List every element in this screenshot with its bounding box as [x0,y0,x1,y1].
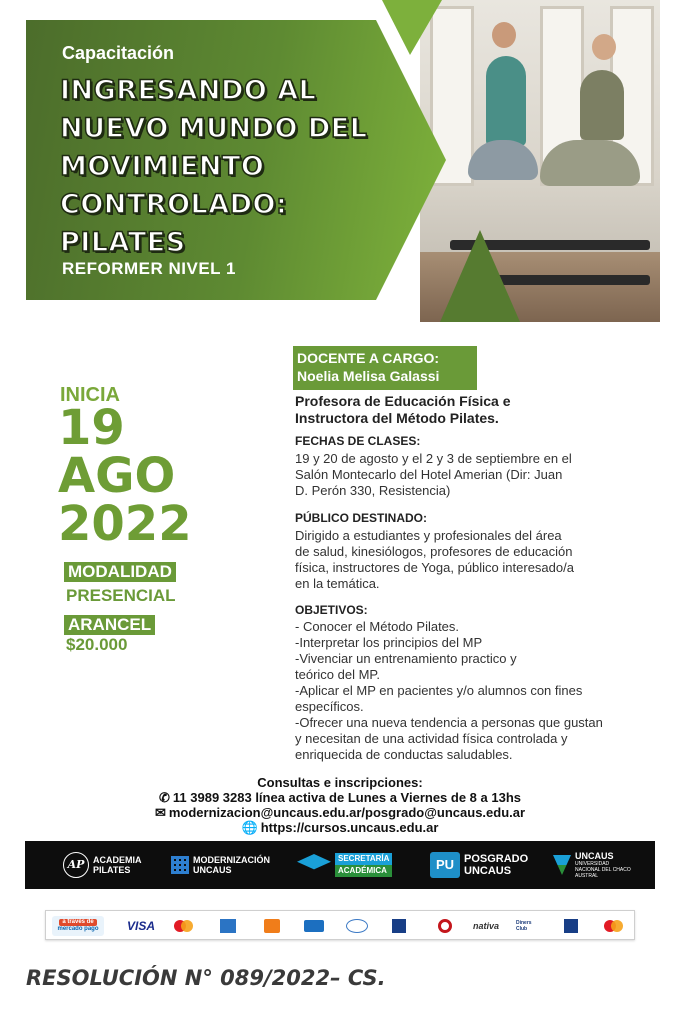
logo-text: UNCAUS [193,865,232,875]
title-line: CONTROLADO: [60,189,288,220]
start-month: AGO [58,448,176,504]
mercadopago-logo [52,916,104,936]
course-title [60,72,400,262]
maestro-icon [602,916,624,936]
phone-text: 11 3989 3283 línea activa de Lunes a Viernes de 8 a 13hs [172,790,521,805]
objetivo-line: -Aplicar el MP en pacientes y/o alumnos con fines [295,683,583,698]
naranja-card-icon [264,919,280,933]
payment-methods-bar [45,910,635,940]
instructor-head [492,22,516,48]
secretaria-academica-logo [297,841,392,889]
publico-line: física, instructores de Yoga, público interesado/a [295,560,574,575]
cabal-card-icon [304,920,324,932]
student-head [592,34,616,60]
logo-text: UNCAUS [464,865,512,877]
publico-line: Dirigido a estudiantes y profesionales del área [295,528,562,543]
objetivo-line: teórico del MP. [295,667,381,682]
objetivo-line: - Conocer el Método Pilates. [295,619,460,634]
fechas-text [295,451,625,499]
logo-text: mercado pago [57,926,99,932]
card-brand-icon [346,919,368,933]
docente-heading: DOCENTE A CARGO: [297,350,440,366]
publico-line: de salud, kinesiólogos, profesores de educación [295,544,573,559]
graduation-cap-icon [297,854,331,876]
objetivo-line: y necesitan de una actividad física controlada y [295,731,568,746]
docente-name: Noelia Melisa Galassi [297,368,440,384]
uncaus-logo [553,841,635,889]
amex-icon [220,919,236,933]
objetivos-heading: OBJETIVOS: [295,603,368,617]
institution-logos-bar [25,841,655,889]
phone-icon: ✆ [159,790,170,805]
contact-heading: Consultas e inscripciones: [257,775,423,790]
envelope-icon: ✉ [154,805,166,820]
publico-heading: PÚBLICO DESTINADO: [295,511,427,525]
logo-text: ACADÉMICA [335,865,392,877]
course-level: REFORMER NIVEL 1 [62,259,236,278]
modernizacion-icon [171,856,189,874]
bank-card-icon [564,919,578,933]
logo-text: UNCAUS [575,851,614,861]
title-line: PILATES [60,227,186,258]
pilates-photo [420,0,660,322]
logo-text: MODERNIZACIÓN [193,855,270,865]
resolution-text: RESOLUCIÓN N° 089/2022– CS. [26,966,386,990]
uncaus-icon [553,855,571,875]
nativa-logo: nativa [472,921,499,931]
globe-icon: 🌐 [241,820,258,835]
fechas-heading: FECHAS DE CLASES: [295,434,421,448]
fechas-line: Salón Montecarlo del Hotel Amerian (Dir: Juan [295,467,563,482]
title-line: NUEVO MUNDO DEL [60,113,368,144]
contact-web [0,820,680,836]
academia-pilates-icon: AP [63,852,89,878]
instructor-legs [468,140,538,180]
logo-text: ACADEMIA [93,855,142,865]
hero-banner [0,0,680,330]
modalidad-tag: MODALIDAD [64,562,176,582]
logo-text: SECRETARÍA [335,853,392,865]
docente-box [293,346,477,390]
posgrado-logo [430,841,528,889]
contact-email [0,805,680,821]
logo-text: UNIVERSIDAD NACIONAL DEL CHACO AUSTRAL [575,861,631,879]
profession-line: Profesora de Educación Física e [295,393,511,409]
objetivo-line: -Ofrecer una nueva tendencia a personas que gustan [295,715,603,730]
fechas-line: 19 y 20 de agosto y el 2 y 3 de septiembre en el [295,451,572,466]
argencard-icon [438,919,452,933]
modalidad-value: PRESENCIAL [66,586,176,605]
student-legs [540,140,640,186]
objetivo-line: -Vivenciar un entrenamiento practico y [295,651,517,666]
web-link[interactable]: https://cursos.uncaus.edu.ar [260,820,439,835]
publico-text [295,528,625,592]
docente-profession [295,393,625,427]
logo-text: PILATES [93,865,131,875]
posgrado-icon: PU [430,852,460,878]
title-line: INGRESANDO AL [60,75,317,106]
start-year: 2022 [58,496,192,552]
logo-text: POSGRADO [464,853,529,865]
diners-logo: Diners Club [516,920,532,932]
instructor-figure [486,56,526,146]
arancel-tag: ARANCEL [64,615,155,635]
course-type: Capacitación [62,43,175,63]
contact-phone [0,790,680,806]
objetivo-line: enriquecida de conductas saludables. [295,747,513,762]
start-day: 19 [58,400,125,456]
objetivos-list [295,619,625,763]
objetivo-line: -Interpretar los principios del MP [295,635,483,650]
profession-line: Instructora del Método Pilates. [295,410,499,426]
modernizacion-logo [171,841,270,889]
publico-line: en la temática. [295,576,380,591]
arancel-value: $20.000 [66,635,128,654]
fechas-line: D. Perón 330, Resistencia) [295,483,451,498]
bank-card-icon [392,919,406,933]
start-label: INICIA [60,384,120,406]
logo-text: a través de [59,919,96,926]
academia-pilates-logo [63,841,142,889]
email-link[interactable]: modernizacion@uncaus.edu.ar/posgrado@uncaus.edu.ar [168,805,526,820]
reformer-machine [480,275,650,285]
student-figure [580,70,624,140]
title-line: MOVIMIENTO [60,151,265,182]
visa-logo: VISA [126,919,155,933]
objetivo-line: específicos. [295,699,364,714]
mastercard-icon [172,916,194,936]
